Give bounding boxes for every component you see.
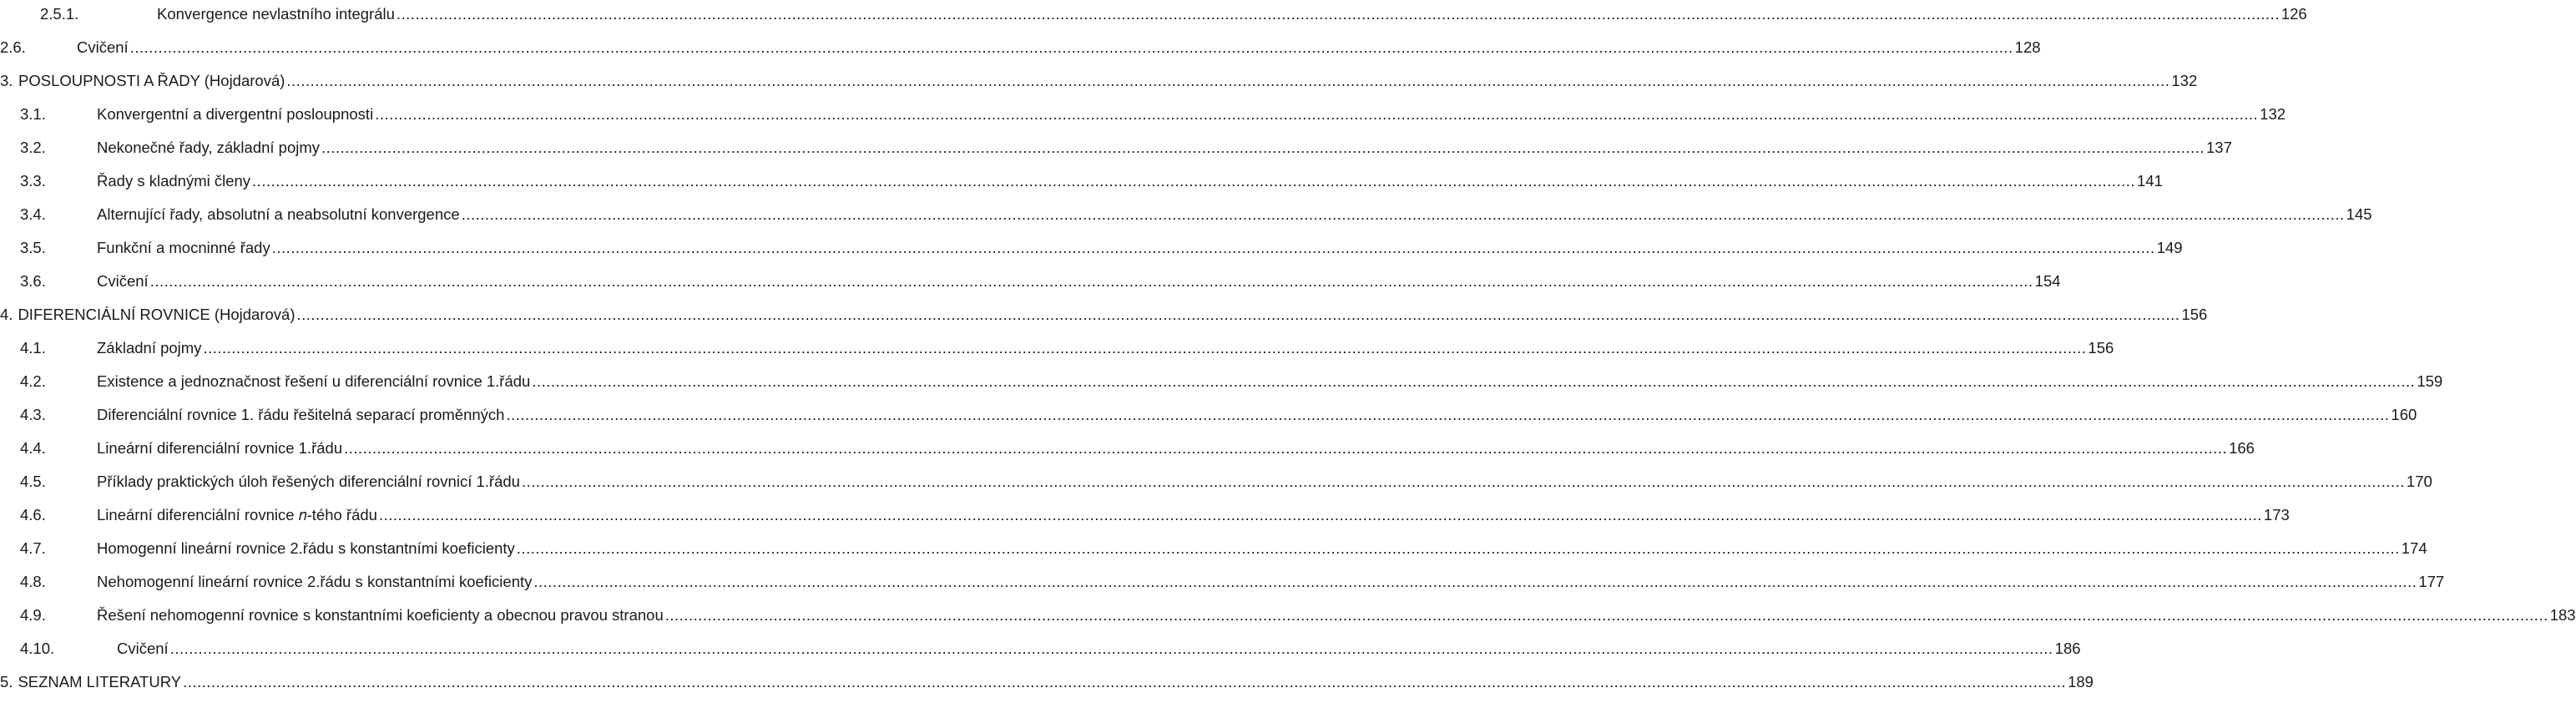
toc-entry[interactable] [20,167,2163,190]
toc-page-number: 170 [2406,473,2432,490]
toc-page-number: 166 [2229,439,2255,457]
toc-leader: ................................................................................................................................................................................................................................................................................................................................................................................................................ [149,272,2033,290]
toc-title: Řady s kladnými členy [97,172,251,190]
toc-title: Lineární diferenciální rovnice 𝑛-tého řádu [97,506,377,523]
toc-page-number: 173 [2263,506,2290,523]
toc-title: Základní pojmy [97,339,202,357]
toc-page-number: 141 [2137,172,2163,190]
toc-leader: ................................................................................................................................................................................................................................................................................................................................................................................................................ [521,473,2405,490]
toc-title: Cvičení [77,38,129,56]
toc-entry[interactable] [0,33,2041,57]
toc-leader: ................................................................................................................................................................................................................................................................................................................................................................................................................ [183,673,2067,690]
toc-leader: ................................................................................................................................................................................................................................................................................................................................................................................................................ [271,239,2155,256]
toc-title: Lineární diferenciální rovnice 1.řádu [97,439,343,457]
toc-entry[interactable] [20,267,2061,291]
toc-entry[interactable] [20,401,2417,424]
toc-number: 3.2. [20,139,46,156]
toc-page-number: 159 [2417,372,2443,390]
toc-number: 4.3. [20,406,46,423]
toc-number: 4.2. [20,372,46,390]
toc-entry[interactable] [20,434,2255,458]
toc-title: Diferenciální rovnice 1. řádu řešitelná separací proměnných [97,406,505,423]
toc-leader: ................................................................................................................................................................................................................................................................................................................................................................................................................ [169,640,2053,657]
toc-title: Řešení nehomogenní rovnice s konstantními koeficienty a obecnou pravou stranou [97,606,664,624]
toc-entry[interactable] [0,301,2208,324]
toc-title: DIFERENCIÁLNÍ ROVNICE (Hojdarová) [18,306,295,323]
toc-leader: ................................................................................................................................................................................................................................................................................................................................................................................................................ [321,139,2205,156]
toc-number: 4.9. [20,606,46,624]
toc-leader: ................................................................................................................................................................................................................................................................................................................................................................................................................ [461,205,2345,223]
toc-page-number: 189 [2068,673,2094,690]
toc-title: Nehomogenní lineární rovnice 2.řádu s konstantními koeficienty [97,573,533,590]
toc-number: 2.5.1. [40,5,79,23]
toc-number: 4.5. [20,473,46,490]
toc-entry[interactable] [20,234,2183,257]
toc-entry[interactable] [20,568,2445,591]
toc-page-number: 145 [2346,205,2372,223]
toc-leader: ................................................................................................................................................................................................................................................................................................................................................................................................................ [129,38,2013,56]
toc-title: Konvergence nevlastního integrálu [157,5,395,23]
toc-title: Alternující řady, absolutní a neabsolutní konvergence [97,205,460,223]
toc-number: 4.7. [20,539,46,557]
toc-leader: ................................................................................................................................................................................................................................................................................................................................................................................................................ [252,172,2136,190]
toc-leader: ................................................................................................................................................................................................................................................................................................................................................................................................................ [533,573,2417,590]
toc-title: Homogenní lineární rovnice 2.řádu s konstantními koeficienty [97,539,515,557]
toc-number: 3.1. [20,105,46,123]
toc-leader: ................................................................................................................................................................................................................................................................................................................................................................................................................ [532,372,2416,390]
toc-leader: ................................................................................................................................................................................................................................................................................................................................................................................................................ [396,5,2280,23]
toc-page-number: 149 [2156,239,2183,256]
toc-leader: ................................................................................................................................................................................................................................................................................................................................................................................................................ [506,406,2390,423]
toc-leader: ................................................................................................................................................................................................................................................................................................................................................................................................................ [203,339,2087,357]
toc-title: POSLOUPNOSTI A ŘADY (Hojdarová) [18,72,285,89]
toc-leader: ................................................................................................................................................................................................................................................................................................................................................................................................................ [375,105,2259,123]
toc-page-number: 132 [2260,105,2286,123]
toc-entry[interactable] [20,534,2427,558]
toc-entry[interactable] [0,668,2094,691]
toc-number: 3.4. [20,205,46,223]
toc-number: 5. [0,673,13,690]
toc-entry[interactable] [20,468,2432,491]
toc-number: 4.1. [20,339,46,357]
toc-page-number: 174 [2401,539,2427,557]
toc-page-number: 183 [2549,606,2576,624]
toc-page-number: 186 [2054,640,2081,657]
toc-leader: ................................................................................................................................................................................................................................................................................................................................................................................................................ [378,506,2262,523]
toc-entry[interactable] [0,67,2198,90]
toc-leader: ................................................................................................................................................................................................................................................................................................................................................................................................................ [344,439,2228,457]
toc-leader: ................................................................................................................................................................................................................................................................................................................................................................................................................ [664,606,2548,624]
toc-entry[interactable] [20,601,2576,625]
toc-title: Cvičení [97,272,149,290]
toc-entry[interactable] [20,501,2290,524]
toc-number: 3.5. [20,239,46,256]
toc-number: 3.3. [20,172,46,190]
toc-number: 3. [0,72,13,89]
toc-number: 4.8. [20,573,46,590]
toc-entry[interactable] [20,100,2286,124]
toc-number: 4.4. [20,439,46,457]
toc-entry[interactable] [40,0,2307,23]
toc-page-number: 126 [2281,5,2307,23]
toc-number: 3.6. [20,272,46,290]
toc-page-number: 156 [2088,339,2114,357]
toc-number: 4. [0,306,13,323]
toc-page-number: 128 [2014,38,2041,56]
toc-number: 4.6. [20,506,46,523]
toc-page-number: 154 [2034,272,2061,290]
toc-entry[interactable] [20,367,2443,391]
toc-leader: ................................................................................................................................................................................................................................................................................................................................................................................................................ [286,72,2170,89]
toc-title: Existence a jednoznačnost řešení u diferenciální rovnice 1.řádu [97,372,531,390]
toc-page-number: 160 [2391,406,2417,423]
toc-leader: ................................................................................................................................................................................................................................................................................................................................................................................................................ [296,306,2180,323]
toc-number: 2.6. [0,38,26,56]
toc-page-number: 156 [2181,306,2208,323]
toc-entry[interactable] [20,134,2232,157]
toc-entry[interactable] [20,200,2372,224]
toc-page-number: 137 [2206,139,2232,156]
toc-entry[interactable] [20,635,2081,658]
toc-title: Nekonečné řady, základní pojmy [97,139,321,156]
toc-title: Konvergentní a divergentní posloupnosti [97,105,374,123]
toc-leader: ................................................................................................................................................................................................................................................................................................................................................................................................................ [516,539,2400,557]
toc-title: SEZNAM LITERATURY [18,673,182,690]
toc-title: Funkční a mocninné řady [97,239,270,256]
toc-title: Cvičení [117,640,169,657]
toc-page-number: 132 [2171,72,2198,89]
toc-page-number: 177 [2418,573,2445,590]
toc-entry[interactable] [20,334,2114,357]
toc-number: 4.10. [20,640,55,657]
toc-title: Příklady praktických úloh řešených diferenciální rovnicí 1.řádu [97,473,520,490]
